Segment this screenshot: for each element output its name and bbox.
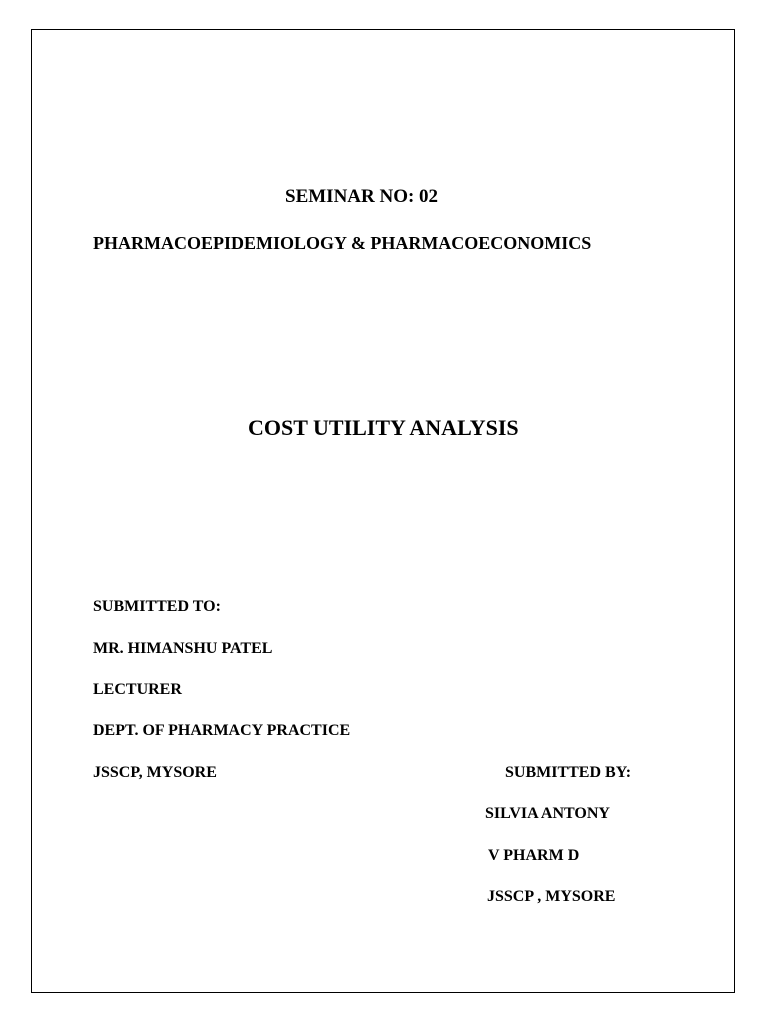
submitted-by-institute: JSSCP , MYSORE	[487, 888, 616, 905]
subject-title: PHARMACOEPIDEMIOLOGY & PHARMACOECONOMICS	[93, 233, 592, 253]
submitted-by-name: SILVIA ANTONY	[485, 805, 610, 822]
page-border	[31, 29, 735, 993]
submitted-to-designation: LECTURER	[93, 681, 182, 698]
seminar-number: SEMINAR NO: 02	[285, 186, 439, 207]
submitted-to-name: MR. HIMANSHU PATEL	[93, 640, 273, 657]
document-title: COST UTILITY ANALYSIS	[248, 415, 519, 440]
submitted-to-department: DEPT. OF PHARMACY PRACTICE	[93, 722, 351, 739]
submitted-by-label: SUBMITTED BY:	[505, 764, 632, 781]
submitted-to-label: SUBMITTED TO:	[93, 598, 221, 615]
submitted-to-institute: JSSCP, MYSORE	[93, 764, 217, 781]
submitted-by-course: V PHARM D	[488, 847, 580, 864]
